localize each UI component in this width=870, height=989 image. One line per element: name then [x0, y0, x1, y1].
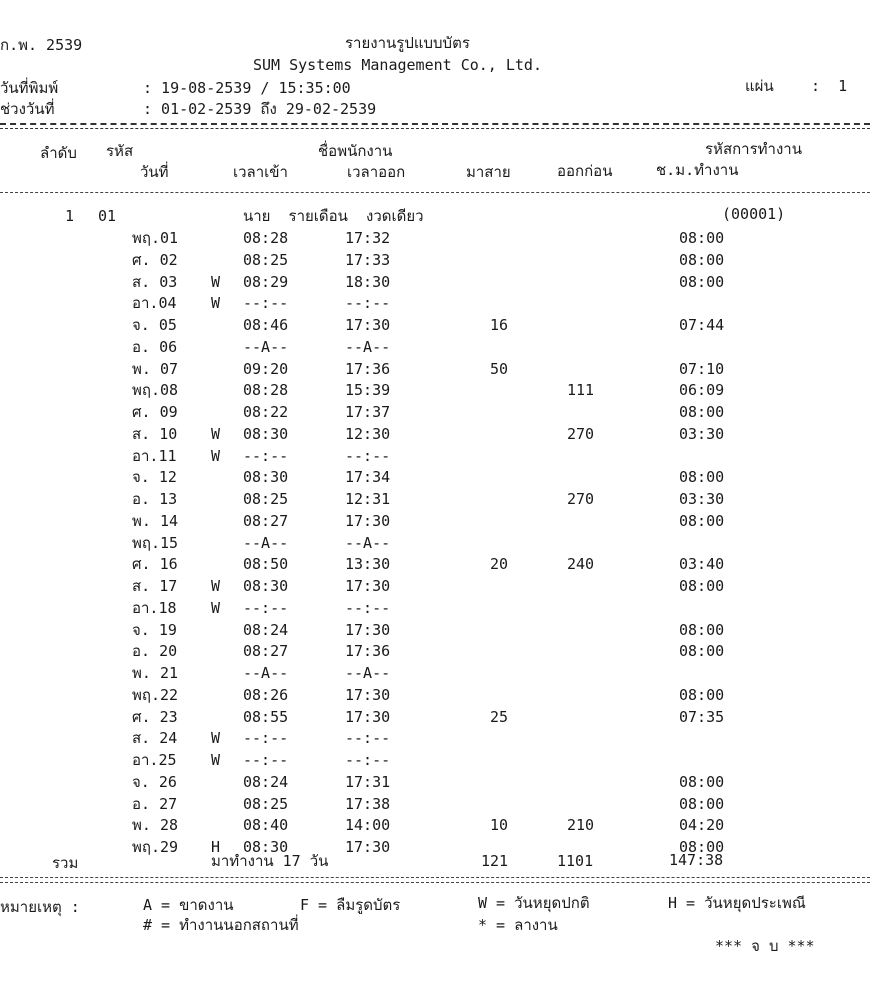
row-time-in: 08:25: [243, 794, 289, 813]
row-time-in: 08:25: [243, 250, 289, 269]
row-date: อา.11: [132, 446, 177, 465]
table-row: [0, 510, 870, 532]
row-time-in: 08:27: [243, 642, 289, 661]
row-date: ศ. 16: [132, 555, 178, 574]
row-early-minutes: 210: [567, 816, 595, 835]
row-time-in: 08:25: [243, 490, 289, 508]
row-time-out: 17:31: [345, 772, 391, 791]
legend-leave: * = ลางาน: [478, 916, 558, 934]
row-work-hours: 08:00: [679, 272, 725, 291]
report-end-mark: *** จ บ ***: [715, 937, 815, 955]
row-time-in: 08:28: [243, 229, 289, 247]
row-time-in: 08:40: [243, 816, 289, 835]
row-time-in: --:--: [243, 446, 289, 465]
row-holiday-flag: W: [211, 272, 221, 291]
header-double-rule-lower: [0, 128, 870, 129]
row-time-out: 17:32: [345, 229, 391, 247]
row-time-out: --:--: [345, 598, 391, 617]
row-time-out: --A--: [345, 337, 391, 356]
row-work-hours: 08:00: [679, 229, 725, 247]
row-time-out: 15:39: [345, 381, 391, 400]
row-time-out: --:--: [345, 751, 391, 769]
col-seq: ลำดับ: [40, 144, 77, 162]
legend-offsite: # = ทำงานนอกสถานที่: [143, 916, 299, 934]
row-date: จ. 26: [132, 772, 177, 791]
print-date-value: : 19-08-2539 / 15:35:00: [143, 79, 351, 97]
table-row: [0, 640, 870, 662]
row-late-minutes: 25: [490, 707, 509, 726]
table-row: [0, 488, 870, 510]
col-leave-early: ออกก่อน: [557, 162, 613, 180]
row-time-in: 08:26: [243, 685, 289, 704]
row-date: อ. 27: [132, 794, 178, 813]
totals-label: รวม: [52, 854, 79, 872]
row-time-out: 17:33: [345, 250, 391, 269]
row-time-out: 17:34: [345, 468, 391, 487]
table-row: [0, 314, 870, 336]
report-year: ก.พ. 2539: [0, 36, 83, 54]
row-date: ส. 17: [132, 577, 178, 595]
row-early-minutes: 111: [567, 381, 595, 400]
table-row: [0, 684, 870, 706]
row-date: ส. 03: [132, 272, 178, 291]
row-time-out: 17:30: [345, 577, 391, 595]
row-time-out: 12:30: [345, 424, 391, 443]
totals-days-worked: มาทำงาน 17 วัน: [211, 852, 329, 870]
row-holiday-flag: W: [211, 446, 221, 465]
columns-rule: [0, 192, 870, 193]
row-date: พ. 28: [132, 816, 179, 835]
legend-absent: A = ขาดงาน: [143, 896, 234, 914]
row-time-out: --:--: [345, 729, 391, 748]
row-date: จ. 12: [132, 468, 177, 487]
table-row: [0, 466, 870, 488]
totals-late: 121: [481, 852, 509, 870]
row-early-minutes: 240: [567, 555, 595, 574]
row-time-in: --A--: [243, 337, 289, 356]
header-double-rule: [0, 123, 870, 125]
row-holiday-flag: W: [211, 751, 221, 769]
col-code: รหัส: [106, 142, 134, 160]
row-work-hours: 03:30: [679, 424, 725, 443]
row-holiday-flag: W: [211, 577, 221, 595]
row-work-hours: 06:09: [679, 381, 725, 400]
table-row: [0, 814, 870, 836]
legend-label: หมายเหตุ :: [0, 898, 80, 916]
row-time-out: 17:30: [345, 838, 391, 856]
table-row: [0, 401, 870, 423]
row-time-out: 18:30: [345, 272, 391, 291]
row-time-out: 17:30: [345, 707, 391, 726]
table-row: [0, 662, 870, 684]
row-date: อา.18: [132, 598, 177, 617]
col-time-out: เวลาออก: [347, 163, 406, 181]
table-row: [0, 575, 870, 597]
row-time-in: 08:55: [243, 707, 289, 726]
col-time-in: เวลาเข้า: [233, 163, 288, 181]
legend-normal-holiday: W = วันหยุดปกติ: [478, 894, 590, 912]
row-work-hours: 08:00: [679, 685, 725, 704]
table-row: [0, 358, 870, 380]
col-work-code: รหัสการทำงาน: [705, 140, 802, 158]
row-time-out: 17:30: [345, 316, 391, 334]
table-row: [0, 553, 870, 575]
row-time-in: 08:29: [243, 272, 289, 291]
table-row: [0, 249, 870, 271]
row-date: พ. 07: [132, 359, 179, 378]
row-time-in: --:--: [243, 598, 289, 617]
row-time-in: --A--: [243, 664, 289, 682]
legend-top-rule: [0, 877, 870, 878]
row-date: อา.25: [132, 751, 177, 769]
totals-work-hours: 147:38: [669, 851, 724, 869]
table-row: [0, 336, 870, 358]
table-row: [0, 836, 870, 858]
row-date: ส. 24: [132, 729, 178, 748]
company-name: SUM Systems Management Co., Ltd.: [253, 56, 542, 74]
row-date: พ. 21: [132, 664, 179, 682]
totals-early: 1101: [557, 852, 594, 870]
col-employee-name: ชื่อพนักงาน: [318, 142, 393, 160]
row-date: พฤ.15: [132, 533, 179, 552]
sheet-label: แผ่น: [745, 77, 774, 95]
row-late-minutes: 16: [490, 316, 509, 334]
row-work-hours: 08:00: [679, 403, 725, 421]
col-work-hours: ช.ม.ทำงาน: [656, 161, 739, 179]
sheet-value: : 1: [811, 77, 848, 95]
row-time-out: 17:30: [345, 685, 391, 704]
row-date: อ. 20: [132, 642, 178, 661]
row-time-in: 08:30: [243, 838, 289, 856]
row-date: จ. 05: [132, 316, 177, 334]
col-late: มาสาย: [466, 163, 511, 181]
row-work-hours: 08:00: [679, 620, 725, 639]
row-early-minutes: 270: [567, 490, 595, 508]
row-date: ศ. 23: [132, 707, 178, 726]
row-date: อา.04: [132, 294, 177, 313]
table-row: [0, 749, 870, 771]
table-row: [0, 793, 870, 815]
report-title: รายงานรูปแบบบัตร: [345, 34, 470, 52]
period-value: : 01-02-2539 ถึง 29-02-2539: [143, 100, 377, 118]
table-row: [0, 706, 870, 728]
row-time-out: --:--: [345, 294, 391, 313]
row-time-out: --A--: [345, 533, 391, 552]
table-row: [0, 379, 870, 401]
row-work-hours: 08:00: [679, 794, 725, 813]
table-row: [0, 532, 870, 554]
row-holiday-flag: W: [211, 294, 221, 313]
row-time-in: 08:27: [243, 511, 289, 530]
col-date: วันที่: [140, 163, 169, 181]
row-time-in: 08:28: [243, 381, 289, 400]
table-row: [0, 619, 870, 641]
row-date: อ. 13: [132, 490, 178, 508]
row-work-hours: 08:00: [679, 772, 725, 791]
row-time-out: 17:36: [345, 359, 391, 378]
row-date: ส. 10: [132, 424, 178, 443]
row-date: ศ. 09: [132, 403, 178, 421]
print-date-label: วันที่พิมพ์: [0, 79, 59, 97]
row-date: พ. 14: [132, 511, 179, 530]
row-time-in: 08:22: [243, 403, 289, 421]
row-time-out: 14:00: [345, 816, 391, 835]
row-late-minutes: 20: [490, 555, 509, 574]
row-late-minutes: 50: [490, 359, 509, 378]
row-time-out: 17:30: [345, 620, 391, 639]
row-late-minutes: 10: [490, 816, 509, 835]
period-label: ช่วงวันที่: [0, 100, 55, 118]
table-row: [0, 445, 870, 467]
row-date: พฤ.01: [132, 229, 179, 247]
row-time-in: 08:30: [243, 424, 289, 443]
employee-code: 01: [98, 207, 117, 225]
row-time-out: --A--: [345, 664, 391, 682]
legend-traditional-holiday: H = วันหยุดประเพณี: [668, 894, 806, 912]
row-time-in: --A--: [243, 533, 289, 552]
row-date: อ. 06: [132, 337, 178, 356]
row-early-minutes: 270: [567, 424, 595, 443]
table-row: [0, 423, 870, 445]
row-holiday-flag: H: [211, 838, 221, 856]
row-work-hours: 07:44: [679, 316, 725, 334]
table-row: [0, 292, 870, 314]
employee-work-code: (00001): [722, 205, 786, 223]
row-work-hours: 08:00: [679, 511, 725, 530]
row-work-hours: 03:40: [679, 555, 725, 574]
row-time-in: --:--: [243, 294, 289, 313]
row-time-in: --:--: [243, 729, 289, 748]
row-work-hours: 08:00: [679, 250, 725, 269]
employee-name: นาย รายเดือน งวดเดียว: [243, 207, 424, 225]
legend-top-rule-2: [0, 882, 870, 883]
employee-seq: 1: [65, 207, 75, 225]
legend-forgot-card: F = ลืมรูดบัตร: [300, 896, 401, 914]
row-time-out: 12:31: [345, 490, 391, 508]
row-time-in: 09:20: [243, 359, 289, 378]
row-date: ศ. 02: [132, 250, 178, 269]
row-time-in: 08:30: [243, 577, 289, 595]
row-work-hours: 03:30: [679, 490, 725, 508]
row-holiday-flag: W: [211, 424, 221, 443]
row-time-out: 17:30: [345, 511, 391, 530]
table-row: [0, 771, 870, 793]
row-work-hours: 04:20: [679, 816, 725, 835]
row-date: จ. 19: [132, 620, 177, 639]
row-work-hours: 08:00: [679, 577, 725, 595]
row-time-out: 17:37: [345, 403, 391, 421]
row-work-hours: 07:35: [679, 707, 725, 726]
row-date: พฤ.29: [132, 838, 179, 856]
row-holiday-flag: W: [211, 729, 221, 748]
row-time-in: 08:24: [243, 772, 289, 791]
table-row: [0, 227, 870, 249]
table-row: [0, 727, 870, 749]
row-time-out: 17:38: [345, 794, 391, 813]
row-time-out: 13:30: [345, 555, 391, 574]
row-work-hours: 07:10: [679, 359, 725, 378]
row-time-in: 08:30: [243, 468, 289, 487]
row-work-hours: 08:00: [679, 468, 725, 487]
table-row: [0, 271, 870, 293]
row-time-out: --:--: [345, 446, 391, 465]
row-date: พฤ.08: [132, 381, 179, 400]
row-date: พฤ.22: [132, 685, 179, 704]
table-row: [0, 597, 870, 619]
row-holiday-flag: W: [211, 598, 221, 617]
row-work-hours: 08:00: [679, 642, 725, 661]
row-time-out: 17:36: [345, 642, 391, 661]
row-work-hours: 08:00: [679, 838, 725, 856]
row-time-in: 08:46: [243, 316, 289, 334]
row-time-in: --:--: [243, 751, 289, 769]
row-time-in: 08:24: [243, 620, 289, 639]
row-time-in: 08:50: [243, 555, 289, 574]
